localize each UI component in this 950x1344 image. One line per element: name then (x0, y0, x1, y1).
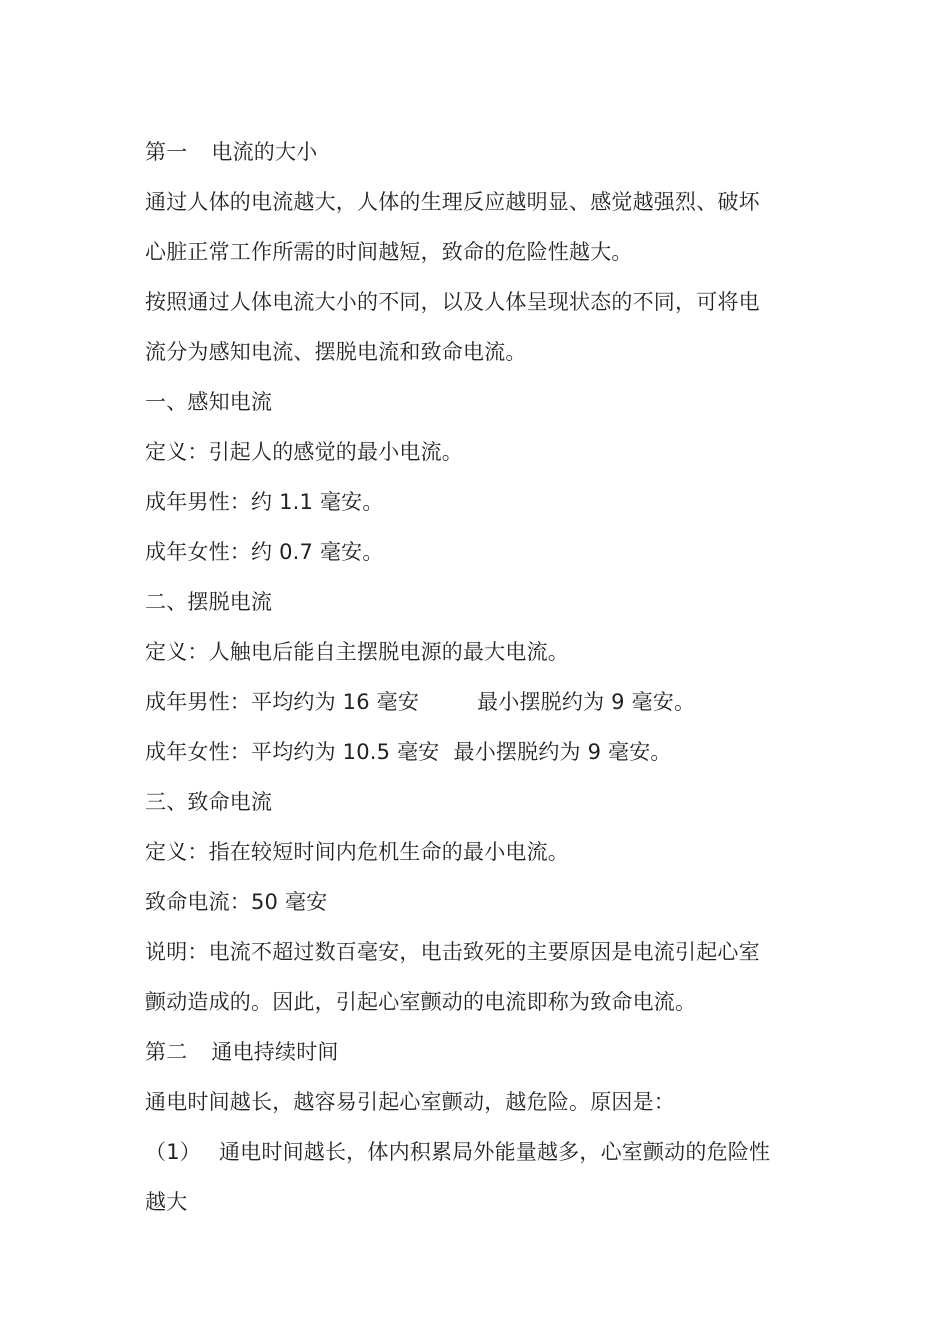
section-2-intro: 通电时间越长，越容易引起心室颤动，越危险。原因是： (145, 1090, 675, 1114)
perception-female: 成年女性：约 0.7 毫安。 (145, 540, 384, 564)
section-1-title: 电流的大小 (211, 140, 318, 164)
fatal-note-line-2: 颤动造成的。因此，引起心室颤动的电流即称为致命电流。 (145, 990, 697, 1014)
section-2-title: 通电持续时间 (211, 1040, 339, 1064)
item-1-number: （1） (145, 1140, 201, 1164)
fatal-title: 三、致命电流 (145, 790, 273, 814)
perception-definition: 定义：引起人的感觉的最小电流。 (145, 440, 463, 464)
letgo-female-minimum: 最小摆脱约为 9 毫安。 (453, 740, 672, 764)
letgo-title: 二、摆脱电流 (145, 590, 273, 614)
intro-line-2: 心脏正常工作所需的时间越短，致命的危险性越大。 (145, 240, 633, 264)
letgo-definition: 定义：人触电后能自主摆脱电源的最大电流。 (145, 640, 569, 664)
item-1-line-1: 通电时间越长，体内积累局外能量越多，心室颤动的危险性 (218, 1140, 771, 1164)
section-2-heading (145, 1027, 805, 1077)
section-2-item-1-continuation: 越大 (145, 1190, 188, 1214)
fatal-note-line-1: 说明：电流不超过数百毫安，电击致死的主要原因是电流引起心室 (145, 940, 760, 964)
fatal-value: 致命电流：50 毫安 (145, 890, 328, 914)
intro-line-1: 通过人体的电流越大，人体的生理反应越明显、感觉越强烈、破坏 (145, 190, 760, 214)
section-1-number: 第一 (145, 140, 188, 164)
section-1-heading (145, 127, 805, 177)
letgo-female (145, 727, 805, 777)
perception-male: 成年男性：约 1.1 毫安。 (145, 490, 384, 514)
letgo-male-minimum: 最小摆脱约为 9 毫安。 (477, 690, 696, 714)
letgo-male (145, 677, 805, 727)
letgo-female-average: 成年女性：平均约为 10.5 毫安 (145, 740, 440, 764)
classify-line-1: 按照通过人体电流大小的不同，以及人体呈现状态的不同，可将电 (145, 290, 760, 314)
letgo-male-average: 成年男性：平均约为 16 毫安 (145, 690, 420, 714)
document-body (145, 127, 805, 1227)
perception-title: 一、感知电流 (145, 390, 273, 414)
fatal-definition: 定义：指在较短时间内危机生命的最小电流。 (145, 840, 569, 864)
classify-line-2: 流分为感知电流、摆脱电流和致命电流。 (145, 340, 527, 364)
section-2-number: 第二 (145, 1040, 188, 1064)
section-2-item-1 (145, 1127, 805, 1177)
